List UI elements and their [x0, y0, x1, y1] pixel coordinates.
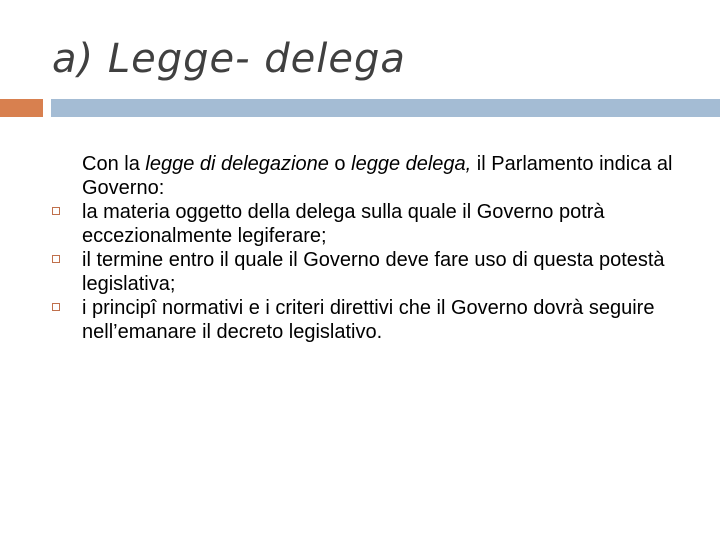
accent-bar-orange — [0, 99, 43, 117]
intro-term-delegazione: legge di delegazione — [145, 153, 329, 175]
list-item-text: i principî normativi e i criteri direttivi che il Governo dovrà seguire nell’emanare il decreto legislativo. — [82, 297, 655, 343]
list-item — [82, 200, 702, 248]
square-bullet-icon — [52, 303, 60, 311]
accent-bar-blue — [51, 99, 720, 117]
slide-body — [82, 152, 702, 344]
list-item — [82, 248, 702, 296]
list-item-text: il termine entro il quale il Governo deve fare uso di questa potestà legislativa; — [82, 249, 665, 295]
list-item — [82, 296, 702, 344]
intro-term-delega: legge delega, — [351, 153, 472, 175]
intro-pre: Con la — [82, 153, 146, 175]
intro-post: il Parlamento indica al Governo: — [82, 153, 673, 199]
square-bullet-icon — [52, 207, 60, 215]
square-bullet-icon — [52, 255, 60, 263]
bullet-list — [82, 200, 702, 344]
list-item-text: la materia oggetto della delega sulla quale il Governo potrà eccezionalmente legiferare; — [82, 201, 605, 247]
slide-title: a) Legge- delega — [52, 36, 406, 82]
intro-text — [82, 152, 702, 200]
intro-mid: o — [328, 153, 352, 175]
